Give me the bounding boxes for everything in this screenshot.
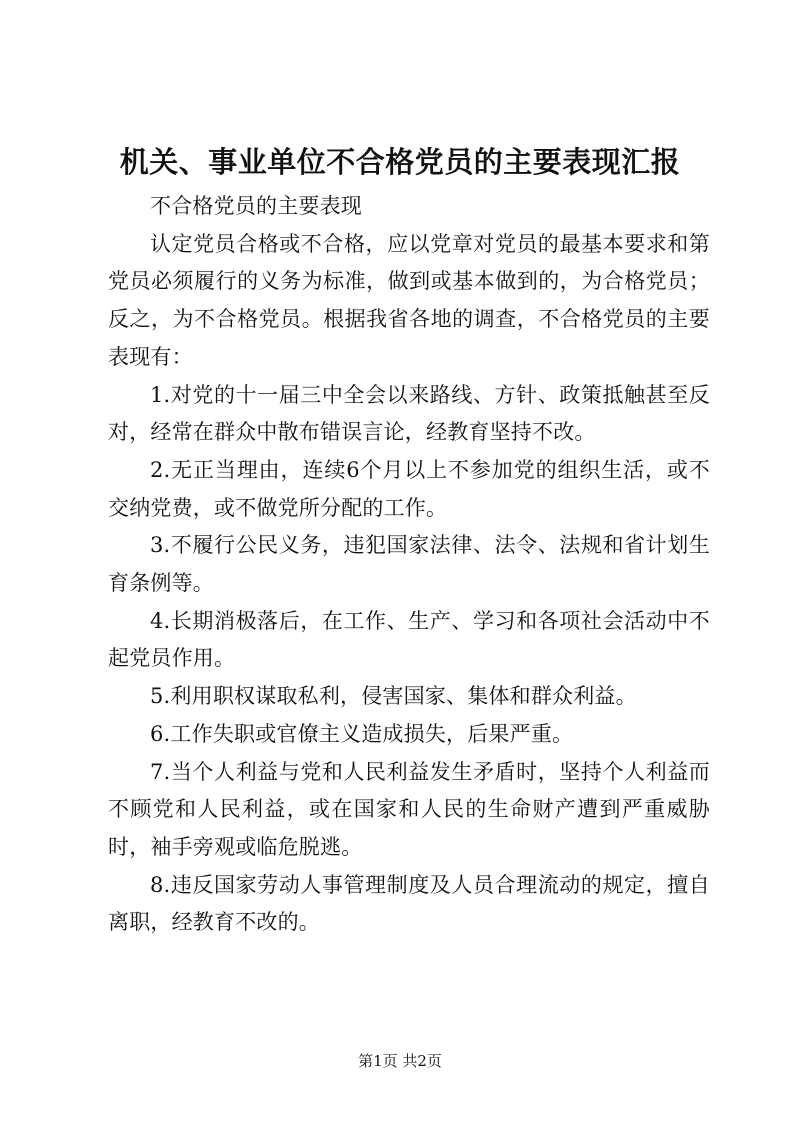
list-item-8: 8.违反国家劳动人事管理制度及人员合理流动的规定，擅自离职，经教育不改的。 bbox=[108, 872, 710, 935]
list-item-3: 3.不履行公民义务，违犯国家法律、法令、法规和省计划生育条例等。 bbox=[108, 533, 710, 596]
list-item-6: 6.工作失职或官僚主义造成损失，后果严重。 bbox=[150, 721, 574, 746]
intro-paragraph: 认定党员合格或不合格，应以党章对党员的最基本要求和第党员必须履行的义务为标准，做到或基本做到的，为合格党员；反之，为不合格党员。根据我省各地的调查，不合格党员的主要表现有： bbox=[108, 231, 710, 369]
document-title: 机关、事业单位不合格党员的主要表现汇报 bbox=[119, 145, 681, 179]
document-body bbox=[108, 188, 710, 942]
list-item-5: 5.利用职权谋取私利，侵害国家、集体和群众利益。 bbox=[150, 684, 637, 709]
page-footer: 第1页 共2页 bbox=[358, 1052, 442, 1070]
list-item-7: 7.当个人利益与党和人民利益发生矛盾时，坚持个人利益而不顾党和人民利益，或在国家和人民的生命财产遭到严重威胁时，袖手旁观或临危脱逃。 bbox=[108, 759, 710, 859]
list-item-2: 2.无正当理由，连续6个月以上不参加党的组织生活，或不交纳党费，或不做党所分配的工作。 bbox=[108, 457, 710, 520]
list-item-4: 4.长期消极落后，在工作、生产、学习和各项社会活动中不起党员作用。 bbox=[108, 608, 710, 671]
section-heading: 不合格党员的主要表现 bbox=[150, 194, 362, 218]
list-item-1: 1.对党的十一届三中全会以来路线、方针、政策抵触甚至反对，经常在群众中散布错误言论，经教育坚持不改。 bbox=[108, 382, 710, 445]
